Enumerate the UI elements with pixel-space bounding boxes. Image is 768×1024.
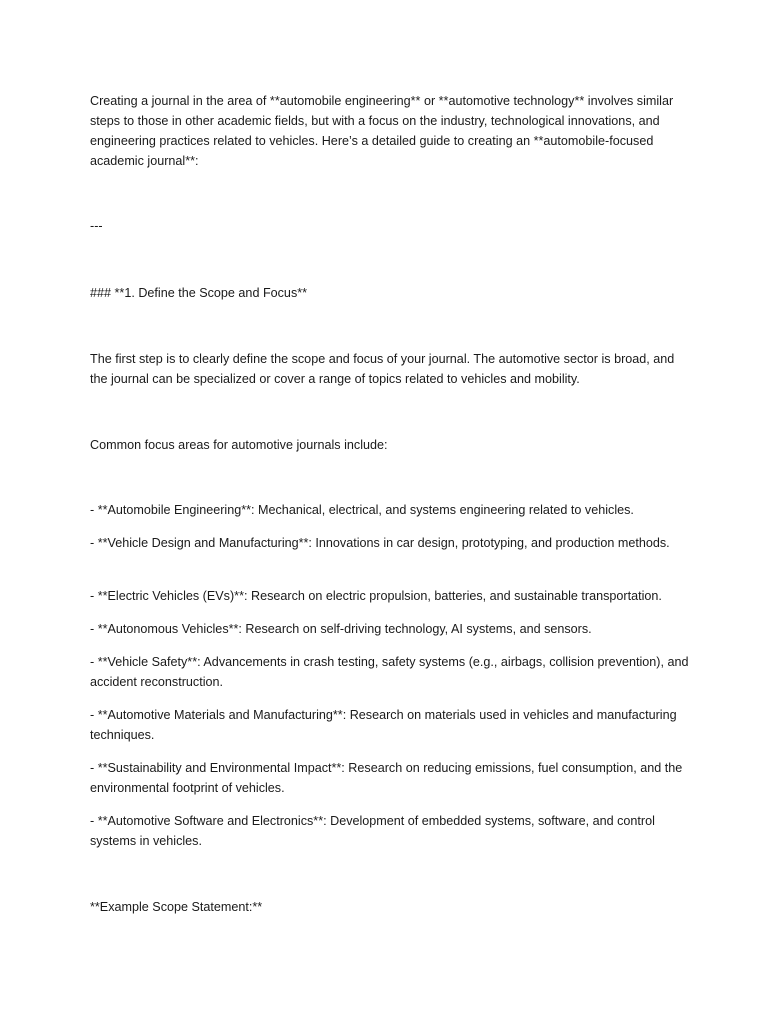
scope-paragraph: The first step is to clearly define the scope and focus of your journal. The automotive sector is broad, and the journal can be specialized or cover a range of topics related to vehicles and mobility. <box>90 352 675 386</box>
list-item: - **Automobile Engineering**: Mechanical, electrical, and systems engineering related to vehicles. <box>90 503 634 517</box>
list-item: - **Electric Vehicles (EVs)**: Research on electric propulsion, batteries, and sustainable transportation. <box>90 589 662 603</box>
intro-paragraph: Creating a journal in the area of **automobile engineering** or **automotive technology** involves similar steps to those in other academic fields, but with a focus on the industry, technological innovations, and engineering practices related to vehicles. Here’s a detailed guide to creating an **automobile-focused academic journal**: <box>90 94 674 168</box>
example-heading: **Example Scope Statement:** <box>90 900 263 914</box>
separator: --- <box>90 219 103 233</box>
list-item: - **Vehicle Design and Manufacturing**: Innovations in car design, prototyping, and production methods. <box>90 536 670 550</box>
list-item: - **Automotive Materials and Manufacturing**: Research on materials used in vehicles and manufacturing techniques. <box>90 708 677 742</box>
list-item: - **Autonomous Vehicles**: Research on self-driving technology, AI systems, and sensors. <box>90 622 592 636</box>
list-item: - **Vehicle Safety**: Advancements in crash testing, safety systems (e.g., airbags, collision prevention), and accident reconstruction. <box>90 655 689 689</box>
list-item: - **Sustainability and Environmental Impact**: Research on reducing emissions, fuel consumption, and the environmental footprint of vehicles. <box>90 761 683 795</box>
focus-intro: Common focus areas for automotive journals include: <box>90 438 388 452</box>
list-item: - **Automotive Software and Electronics**: Development of embedded systems, software, and control systems in vehicles. <box>90 814 655 848</box>
section-heading: ### **1. Define the Scope and Focus** <box>90 286 308 300</box>
